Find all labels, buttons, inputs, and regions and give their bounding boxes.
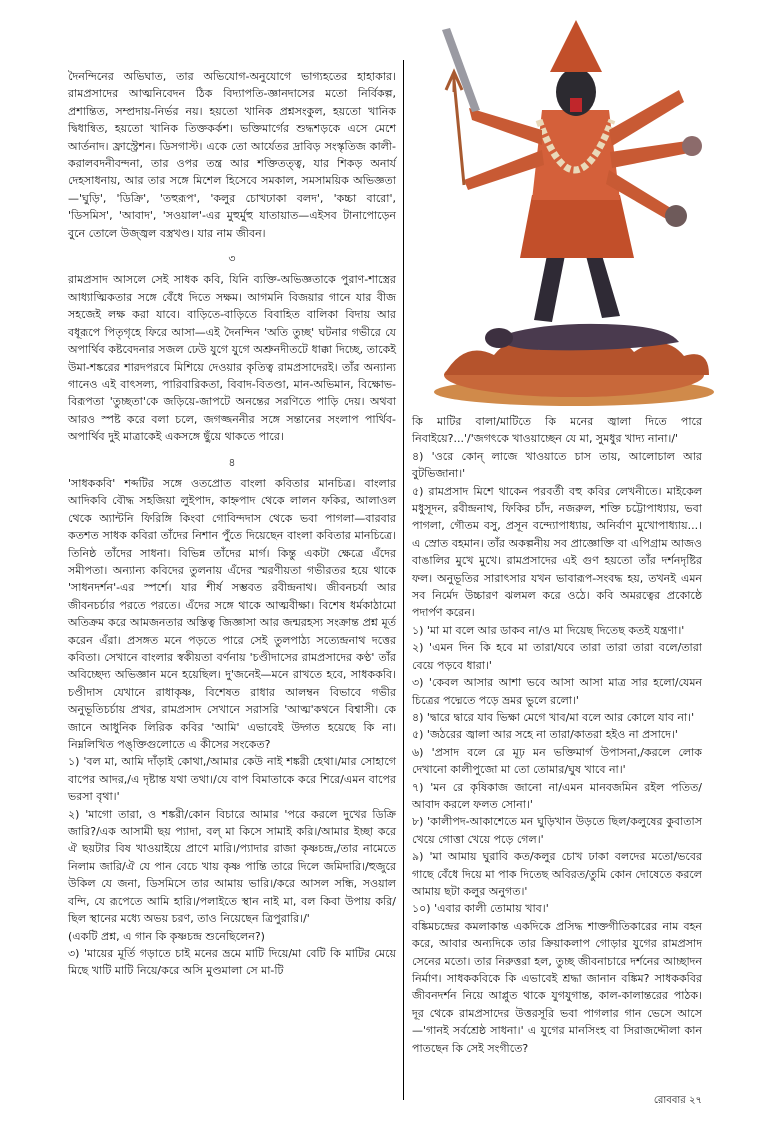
quote-3: ৩) 'মায়ের মূর্তি গড়াতে চাই মনের ভ্রমে মাটি দিয়ে/মা বেটি কি মাটির মেয়ে মিছে খাটি মাটি নিয়ে/করে অসি মুণ্ডমালা সে মা-টি [68,946,396,978]
line-item: ৭) 'মন রে কৃষিকাজ জানো না/এমন মানবজমিন রইল পতিত/আবাদ করলে ফলত সোনা।' [412,780,702,811]
quote-note: (একটি প্রশ্ন, এ গান কি কৃষ্ণচন্দ্র শুনেছিলেন?) [68,929,265,943]
quote-2: ২) 'মাগো তারা, ও শঙ্করী/কোন বিচারে আমার 'পরে করলে দুখের ডিক্রি জারি?/এক আসামী ছয় প্যাদা, বল্ মা কিসে সামাই করি।/আমার ইচ্ছা করে ঐ ছয়টার বিষ খাওয়াইয়ে প্রাণে মারি।/প্যাদার রাজা কৃষ্ণচন্দ্র,/তার নামেতে নিলাম জারি/ঐ যে পান বেচে খায় কৃষ্ণ পান্তি তারে দিলে জমিদারি।/হুজুরে উকিল যে জনা, ডিসমিসে তার আমায় ভারি।/করে আসল সন্ধি, সওয়াল বন্দি, যে রূপেতে আমি হারি।/পলাইতে স্থান নাই মা, বল কিবা উপায় করি/ছিল স্থানের মধ্যে অভয় চরণ, তাও নিয়েছেন ত্রিপুরারি।/' [68,807,396,926]
paragraph: রামপ্রসাদ আসলে সেই সাধক কবি, যিনি ব্যক্তি-অভিজ্ঞতাকে পুরাণ-শাস্ত্রের আধ্যাত্মিকতার সঙ্গে বেঁধে দিতে সক্ষম। আগমনি বিজয়ার গানে যার বীজ সহজেই লক্ষ করা যাবে। বাড়িতে-বাড়িতে বিবাহিত বালিকা বিদায় আর বধূরূপে পিতৃগৃহে ফিরে আসা—এই দৈনন্দিন 'অতি তুচ্ছ' ঘটনার গভীরে যে অপার্থিব কষ্টবেদনার সজল ঢেউ যুগে যুগে অশ্রুনদীতটে ধাক্কা দিচ্ছে, তাকেই উমা-শঙ্করের শারদপরবে মিশিয়ে দেওয়ার কৃতিত্ব রামপ্রসাদেরই। তাঁর অন্যান্য গানেও এই বাৎসল্য, পারিবারিকতা, বিবাদ-বিতণ্ডা, মান-অভিমান, বিক্ষোভ-বিরূপতা 'তুচ্ছতা'কে জড়িয়ে-জাপটে অনন্তের সরণিতে পাড়ি দেয়। অথবা আরও স্পষ্ট করে বলা চলে, জগজ্জননীর সঙ্গে সন্তানের সংলাপ পার্থিব-অপার্থিব দুই মাত্রাকেই একসঙ্গে ছুঁয়ে থাকতে পারে। [68,273,396,444]
section-number: ৩ [228,252,236,266]
column-divider [403,60,404,1100]
kali-statue-image [424,20,729,410]
paragraph: দৈনন্দিনের অভিঘাত, তার অভিযোগ-অনুযোগে ভাগ্যহতের হাহাকার। রামপ্রসাদের আত্মনিবেদন ঠিক বিদ্যাপতি-জ্ঞানদাসের মতো নির্বিকল্প, প্রশান্তিত, সম্প্রদায়-নির্ভর নয়। হয়তো খানিক প্রশ্নসংকুল, হয়তো খানিক দ্বিধান্বিত, হয়তো খানিক তিক্তকর্কশ। ভক্তিমার্গের শুদ্ধশড়কে এসে মেশে আর্তনাদ। ফ্রাস্ট্রেশন। ডিসগাস্ট। একে তো আর্যেতর দ্রাবিড় সংস্কৃতিজ কালী-করালবদনীবন্দনা, তার ওপর তন্ত্র আর শক্তিতত্ত্ব, যার শিকড় অনার্য দেহসাধনায়, আর তার সঙ্গে মিশেল হিসেবে সমকাল, সমসাময়িক অভিজ্ঞতা—'ঘুড়ি', 'ডিক্রি', 'তহুরূপ', 'কলুর চোখঢাকা বলদ', 'কচ্চা বারো', 'ডিসমিস', 'আবাদ', 'সওয়াল'-এর মুহুর্মুহু যাতায়াত—এইসব টানাপোড়েন বুনে তোলে উজ্জ্বল বস্ত্রখণ্ড। যার নাম জীবন। [68,70,396,240]
line-item: ৬) 'প্রসাদ বলে রে মূঢ় মন ভক্তিমার্গ উপাসনা,/করলে লোক দেখানো কালীপুজো মা তো তোমার/ঘুষ খাবে না।' [412,745,702,777]
right-column [412,413,702,1057]
paragraph: 'সাধককবি' শব্দটির সঙ্গে ওতপ্রোত বাংলা কবিতার মানচিত্র। বাংলার আদিকবি বৌদ্ধ সহজিয়া লুইপাদ, কাহ্নপাদ থেকে লালন ফকির, আলাওল থেকে অ্যান্টনি ফিরিঙ্গি কিংবা গোবিন্দদাস থেকে ভবা পাগলা—বারবার কতশত সাধক কবিরা তাঁদের নিশান পুঁতে দিয়েছেন বাংলা কবিতার মানচিত্রে। তিনিষ্ঠ তাঁদের সাধনা। বিভিন্ন তাঁদের মার্গ। কিন্তু একটা ক্ষেত্রে এঁদের সমীপতা। অন্যান্য কবিদের তুলনায় এঁদের স্মরণীয়তা গভীরতর হয়ে থাকে 'সাধনদর্শন'-এর স্পর্শে। যার শীর্ষ সম্ভবত রবীন্দ্রনাথ। জীবনচর্যা আর জীবনচর্চার পরতে পরতে। এঁদের সঙ্গে থাকে আত্মবীক্ষা। বিশেষ ধর্মকাঠামো অতিক্রম করে আমজনতার অস্তিত্ব জিজ্ঞাসা আর জন্মরহস্য সংক্রান্ত প্রশ্ন মূর্ত করেন এঁরা। প্রসঙ্গত মনে পড়তে পারে সেই তুলপাঠ্য সত্যেন্দ্রনাথ দত্তের কবিতা। সেখানে বাংলার স্বকীয়তা বর্ণনায় 'চণ্ডীদাসের রামপ্রসাদের কণ্ঠ' তাঁর অবিচ্ছেদ্য অভিজ্ঞান মনে হয়েছিল। দু'জনেই—মনে রাখতে হবে, সাধককবি। চণ্ডীদাস যেখানে রাধাকৃষ্ণ, বিশেষত রাধার আলম্বন বিভাবে গভীর অনুভূতিচর্চায় প্রখর, রামপ্রসাদ সেখানে সরাসরি 'আত্ম'কথনে বিশ্বাসী। কে জানে আধুনিক লিরিক কবির 'আমি' এভাবেই উদ্গত হয়েছে কি না। নিম্নলিখিত পঙ্‌ক্তিগুলোতে এ কীসের সংকেত? [68,476,396,752]
line-item: ১০) 'এবার কালী তোমায় খাব।' [412,902,549,916]
line-item: ৫) 'জঠরের জ্বালা আর সহে না তারা/কাতরা হইও না প্রসাদে।' [412,728,678,742]
page-footer: রোববার ২৭ [653,1095,702,1106]
quote-4: ৪) 'ওরে কোন্ লাজে খাওয়াতে চাস তায়, আলোচাল আর বুটভিজানা।' [412,449,702,481]
line-item: ৩) 'কেবল আসার আশা ভবে আসা আসা মাত্র সার হলো/যেমন চিত্রের পদ্মেতে পড়ে ভ্রমর ভুলে রলো।' [412,676,702,707]
quote-1: ১) 'বল মা, আমি দাঁড়াই কোথা,/আমার কেউ নাই শঙ্করী হেথা।/মার সোহাগে বাপের আদর,/এ দৃষ্টান্ত যথা তথা।/যে বাপ বিমাতাকে করে শিরে/এমন বাপের ভরসা বৃথা।' [68,755,396,804]
section-number: ৪ [228,455,236,469]
paragraph: বঙ্কিমচন্দ্রের কমলাকান্ত একদিকে প্রসিদ্ধ শাক্তগীতিকারের নাম বহন করে, আবার অন্যদিকে তার ক্রিয়াকলাপ গোড়ার যুগের রামপ্রসাদ সেনের মতো। তার নিরুত্তরা হল, তুচ্ছ জীবনাচারে দর্শনের আচ্ছাদন নির্মাণ। সাধককবিকে কি এভাবেই শ্রদ্ধা জানান বঙ্কিম? সাধককবির জীবনদর্শন নিয়ে আপ্লুত থাকে যুগযুগান্ত, কাল-কালান্তরের পাঠক। দূর থেকে রামপ্রসাদের উত্তরসূরি ভবা পাগলার গান ভেসে আসে—'গানই সর্বশ্রেষ্ঠ সাধনা।' এ যুগের মানসিংহ বা সিরাজদ্দৌলা কান পাতছেন কি সেই সংগীতে? [412,919,702,1055]
quote-3-continued: কি মাটির বালা/মাটিতে কি মনের জ্বালা দিতে পারে নিবাইয়ে?...'/'জগৎকে খাওয়াচ্ছেন যে মা, সুমধুর খাদ্য নানা।/' [412,415,702,446]
left-column [68,68,396,980]
line-item: ৪) 'দ্বারে দ্বারে যাব ভিক্ষা মেগে খাব/মা বলে আর কোলে যাব না।' [412,710,695,724]
line-item: ২) 'এমন দিন কি হবে মা তারা/যবে তারা তারা তারা বলে/তারা বেয়ে পড়বে ধারা।' [412,641,702,672]
line-item: ৮) 'কালীপদ-আকাশেতে মন ঘুড়িখান উড়তে ছিল/কলুষের কুবাতাস খেয়ে গোত্তা খেয়ে পড়ে গেল।' [412,815,702,846]
line-item: ৯) 'মা আমায় ঘুরাবি কত/কলুর চোখ ঢাকা বলদের মতো/ভবের গাছে বেঁধে দিয়ে মা পাক দিতেছ অবিরত/তুমি কোন দোষেতে করলে আমায় ছটা কলুর অনুগত।' [412,850,702,898]
line-item: ১) 'মা মা বলে আর ডাকব না/ও মা দিয়েছ দিতেছ কতই যন্ত্রণা।' [412,623,685,637]
quote-5: ৫) রামপ্রসাদ মিশে থাকেন পরবর্তী বহু কবির লেখনীতে। মাইকেল মধুসূদন, রবীন্দ্রনাথ, ফিকির চাঁদ, নজরুল, শক্তি চট্টোপাধ্যায়, ভবা পাগলা, গৌতম বসু, প্রসূন বন্দ্যোপাধ্যায়, অনির্বাণ মুখোপাধ্যায়...। এ স্রোত বহমান। তাঁর অকল্পনীয় সব প্রাজ্ঞোক্তি বা এপিগ্রাম আজও বাঙালির মুখে মুখে। রামপ্রসাদের এই গুণ হয়তো তাঁর দর্শনদৃষ্টির ফল। অনুভূতির সারাৎসার যখন ভাবারূপ-সংবদ্ধ হয়, তখনই এমন সব নির্মেদ উচ্চারণ ঝলমল করে ওঠে। কবি অমরত্বের প্রকোষ্ঠে পদার্পণ করেন। [412,484,702,620]
